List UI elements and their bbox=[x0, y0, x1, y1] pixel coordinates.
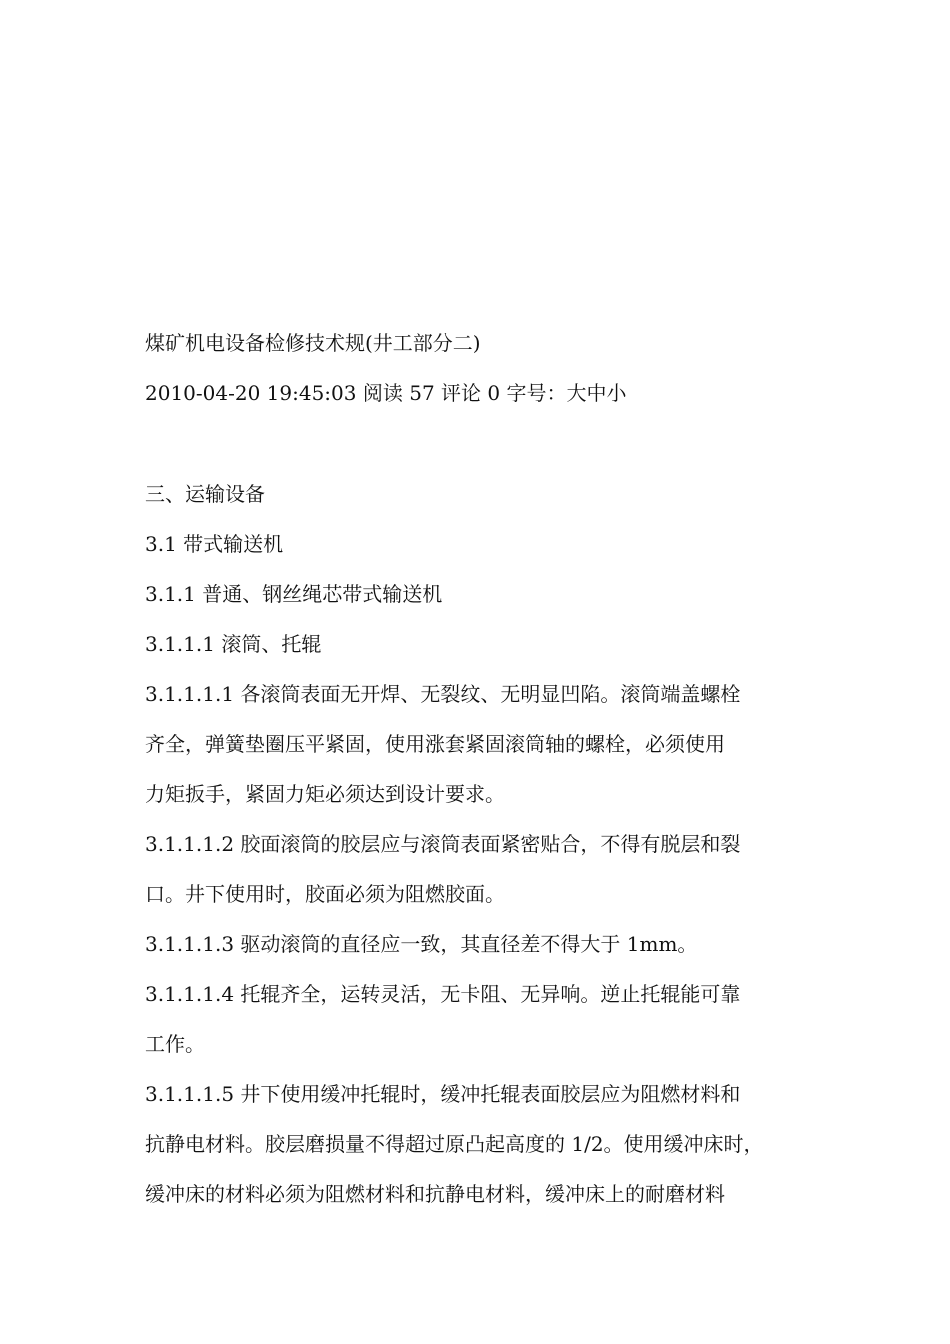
document-title: 煤矿机电设备检修技术规(井工部分二) bbox=[145, 331, 481, 355]
subsection-heading: 3.1.1 普通、钢丝绳芯带式输送机 bbox=[145, 582, 443, 606]
paragraph-line: 齐全，弹簧垫圈压平紧固，使用涨套紧固滚筒轴的螺栓，必须使用 bbox=[145, 732, 725, 756]
fontsize-medium-option[interactable]: 中 bbox=[586, 381, 607, 405]
paragraph-line: 3.1.1.1.4 托辊齐全，运转灵活，无卡阻、无异响。逆止托辊能可靠 bbox=[145, 982, 741, 1006]
comment-label: 评论 bbox=[441, 381, 482, 405]
section-heading: 三、运输设备 bbox=[145, 482, 265, 506]
post-meta bbox=[145, 368, 825, 418]
read-count: 57 bbox=[409, 381, 435, 405]
subsection-heading: 3.1 带式输送机 bbox=[145, 532, 284, 556]
paragraph-line: 3.1.1.1.5 井下使用缓冲托辊时，缓冲托辊表面胶层应为阻燃材料和 bbox=[145, 1082, 741, 1106]
comment-count: 0 bbox=[487, 381, 501, 405]
paragraph-line: 3.1.1.1.2 胶面滚筒的胶层应与滚筒表面紧密贴合，不得有脱层和裂 bbox=[145, 832, 741, 856]
fontsize-small-option[interactable]: 小 bbox=[606, 381, 627, 405]
paragraph-line: 工作。 bbox=[145, 1032, 205, 1056]
subsection-heading: 3.1.1.1 滚筒、托辊 bbox=[145, 632, 322, 656]
fontsize-large-option[interactable]: 大 bbox=[566, 381, 587, 405]
paragraph-line: 3.1.1.1.1 各滚筒表面无开焊、无裂纹、无明显凹陷。滚筒端盖螺栓 bbox=[145, 682, 741, 706]
read-label: 阅读 bbox=[362, 381, 403, 405]
fontsize-label: 字号： bbox=[506, 381, 567, 405]
paragraph-line: 抗静电材料。胶层磨损量不得超过原凸起高度的 1/2。使用缓冲床时， bbox=[145, 1132, 764, 1156]
paragraph-line: 缓冲床的材料必须为阻燃材料和抗静电材料，缓冲床上的耐磨材料 bbox=[145, 1182, 725, 1206]
post-datetime: 2010-04-20 19:45:03 bbox=[145, 381, 357, 405]
blank-line bbox=[145, 418, 825, 469]
paragraph-line: 口。井下使用时，胶面必须为阻燃胶面。 bbox=[145, 882, 505, 906]
document-body bbox=[145, 318, 825, 1219]
paragraph-line: 力矩扳手，紧固力矩必须达到设计要求。 bbox=[145, 782, 505, 806]
paragraph-line: 3.1.1.1.3 驱动滚筒的直径应一致，其直径差不得大于 1mm。 bbox=[145, 932, 698, 956]
